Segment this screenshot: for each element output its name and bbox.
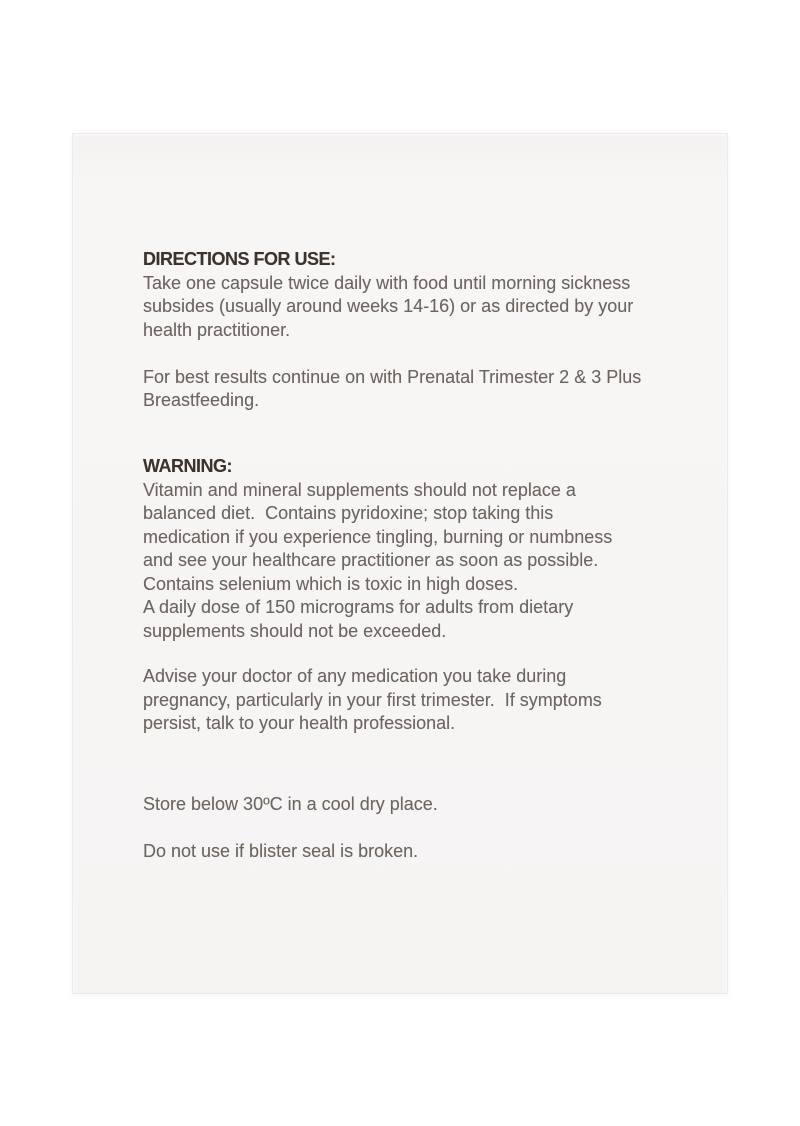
directions-paragraph-1 <box>143 272 687 343</box>
text-line: persist, talk to your health professional. <box>143 713 456 733</box>
text-line: Vitamin and mineral supplements should not replace a <box>143 479 576 500</box>
warning-paragraph-1 <box>143 479 687 644</box>
warning-paragraph-2 <box>143 665 687 736</box>
blister-seal-note-text: Do not use if blister seal is broken. <box>143 841 419 861</box>
label-text-content <box>73 134 727 864</box>
text-line: Take one capsule twice daily with food until morning sickness <box>143 272 631 293</box>
storage-note <box>143 793 687 817</box>
product-label-back-panel <box>72 133 728 994</box>
directions-paragraph-2 <box>143 366 687 413</box>
text-line: balanced diet. Contains pyridoxine; stop taking this <box>143 503 554 523</box>
directions-heading <box>143 248 687 272</box>
text-line: medication if you experience tingling, burning or numbness <box>143 526 613 547</box>
text-line: Breastfeeding. <box>143 390 260 410</box>
storage-note-text: Store below 30ºC in a cool dry place. <box>143 794 438 814</box>
text-line: subsides (usually around weeks 14-16) or as directed by your <box>143 296 634 316</box>
text-line: supplements should not be exceeded. <box>143 620 447 641</box>
text-line: A daily dose of 150 micrograms for adults from dietary <box>143 597 574 617</box>
text-line: and see your healthcare practitioner as soon as possible. <box>143 550 599 570</box>
text-line: pregnancy, particularly in your first trimester. If symptoms <box>143 689 602 710</box>
text-line: health practitioner. <box>143 319 291 340</box>
warning-heading-text: WARNING: <box>143 456 232 476</box>
blister-seal-note <box>143 840 687 864</box>
directions-heading-text: DIRECTIONS FOR USE: <box>143 249 336 269</box>
text-line: For best results continue on with Prenatal Trimester 2 & 3 Plus <box>143 366 642 387</box>
text-line: Advise your doctor of any medication you take during <box>143 666 567 686</box>
warning-heading <box>143 455 687 479</box>
text-line: Contains selenium which is toxic in high doses. <box>143 573 519 594</box>
